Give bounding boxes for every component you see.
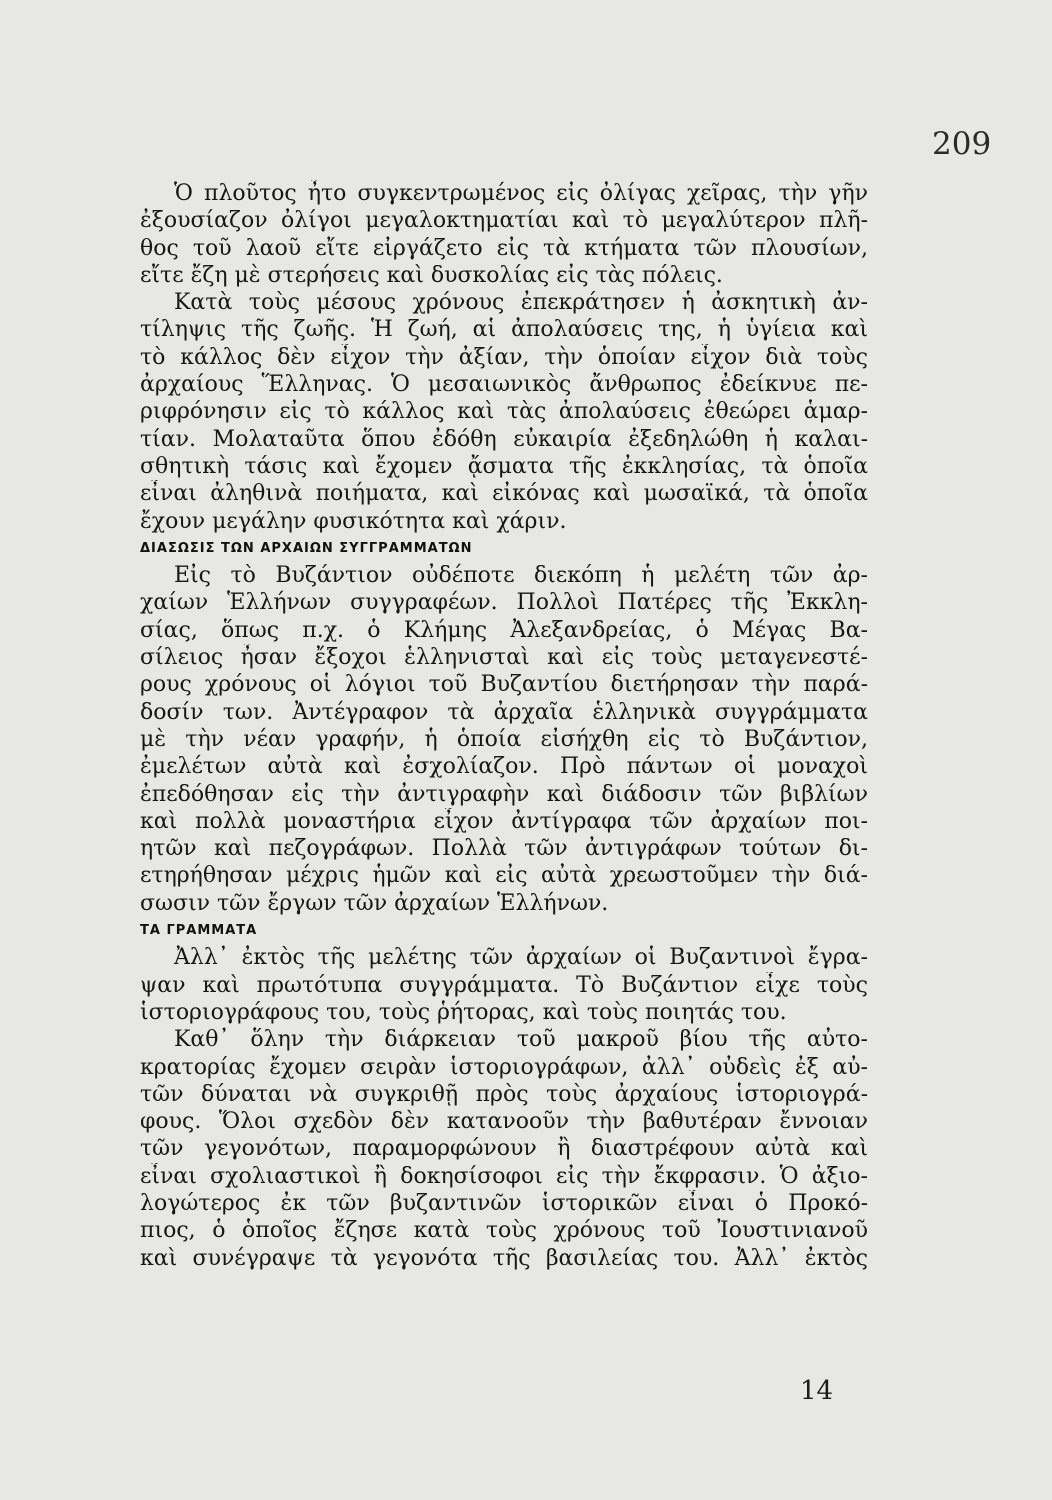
text-line: ριφρόνησιν εἰς τὸ κάλλος καὶ τὰς ἀπολαύσεις ἐθεώρει ἁμαρ- bbox=[140, 399, 868, 425]
paragraph-2 bbox=[140, 289, 868, 535]
body-text bbox=[140, 180, 868, 1272]
text-line: ψαν καὶ πρωτότυπα συγγράμματα. Τὸ Βυζάντιον εἶχε τοὺς bbox=[140, 972, 868, 998]
text-line: σίλειος ἦσαν ἔξοχοι ἑλληνισταὶ καὶ εἰς τοὺς μεταγενεστέ- bbox=[140, 645, 868, 671]
paragraph-3 bbox=[140, 562, 868, 917]
text-line: ἐμελέτων αὐτὰ καὶ ἐσχολίαζον. Πρὸ πάντων οἱ μοναχοὶ bbox=[140, 754, 868, 780]
text-line: ἀρχαίους Ἕλληνας. Ὁ μεσαιωνικὸς ἄνθρωπος ἐδείκνυε πε- bbox=[140, 372, 868, 398]
text-line: τῶν γεγονότων, παραμορφώνουν ἢ διαστρέφουν αὐτὰ καὶ bbox=[140, 1136, 868, 1162]
text-line: ἐξουσίαζον ὀλίγοι μεγαλοκτηματίαι καὶ τὸ μεγαλύτερον πλῆ- bbox=[140, 208, 868, 234]
text-line: Εἰς τὸ Βυζάντιον οὐδέποτε διεκόπη ἡ μελέτη τῶν ἀρ- bbox=[174, 563, 868, 589]
page-number: 209 bbox=[932, 126, 992, 162]
text-line: κρατορίας ἔχομεν σειρὰν ἱστοριογράφων, ἀλλ᾽ οὐδεὶς ἐξ αὐ- bbox=[140, 1054, 868, 1080]
text-line: σωσιν τῶν ἔργων τῶν ἀρχαίων Ἑλλήνων. bbox=[140, 890, 609, 916]
text-line: Ὁ πλοῦτος ἦτο συγκεντρωμένος εἰς ὀλίγας χεῖρας, τὴν γῆν bbox=[174, 181, 868, 206]
signature-number: 14 bbox=[800, 1376, 834, 1406]
paragraph-5 bbox=[140, 1026, 868, 1272]
text-line: ἔχουν μεγάλην φυσικότητα καὶ χάριν. bbox=[140, 508, 567, 534]
paragraph-1 bbox=[140, 180, 868, 289]
text-line: λογώτερος ἐκ τῶν βυζαντινῶν ἱστορικῶν εἶναι ὁ Προκό- bbox=[140, 1190, 868, 1216]
text-line: τῶν δύναται νὰ συγκριθῇ πρὸς τοὺς ἀρχαίους ἱστοριογρά- bbox=[140, 1081, 868, 1107]
text-line: ετηρήθησαν μέχρις ἡμῶν καὶ εἰς αὐτὰ χρεωστοῦμεν τὴν διά- bbox=[140, 863, 868, 889]
text-line: εἶναι ἀληθινὰ ποιήματα, καὶ εἰκόνας καὶ μωσαϊκά, τὰ ὁποῖα bbox=[140, 481, 868, 507]
text-line: ητῶν καὶ πεζογράφων. Πολλὰ τῶν ἀντιγράφων τούτων δι- bbox=[140, 836, 868, 862]
text-line: σθητικὴ τάσις καὶ ἔχομεν ᾄσματα τῆς ἐκκλησίας, τὰ ὁποῖα bbox=[140, 453, 868, 479]
text-line: τίαν. Μολαταῦτα ὅπου ἐδόθη εὐκαιρία ἐξεδηλώθη ἡ καλαι- bbox=[140, 426, 868, 452]
section-heading: ΤΑ ΓΡΑΜΜΑΤΑ bbox=[140, 923, 258, 939]
text-line: χαίων Ἑλλήνων συγγραφέων. Πολλοὶ Πατέρες τῆς Ἐκκλη- bbox=[140, 590, 868, 616]
text-line: Κατὰ τοὺς μέσους χρόνους ἐπεκράτησεν ἡ ἀσκητικὴ ἀν- bbox=[174, 290, 868, 316]
text-line: ἱστοριογράφους του, τοὺς ῥήτορας, καὶ τοὺς ποιητάς του. bbox=[140, 999, 787, 1025]
section-heading: ΔΙΑΣΩΣΙΣ ΤΩΝ ΑΡΧΑΙΩΝ ΣΥΓΓΡΑΜΜΑΤΩΝ bbox=[140, 540, 473, 556]
text-line: φους. Ὅλοι σχεδὸν δὲν κατανοοῦν τὴν βαθυτέραν ἔννοιαν bbox=[140, 1109, 868, 1135]
text-line: θος τοῦ λαοῦ εἴτε εἰργάζετο εἰς τὰ κτήματα τῶν πλουσίων, bbox=[140, 235, 868, 261]
text-line: Καθ᾽ ὅλην τὴν διάρκειαν τοῦ μακροῦ βίου τῆς αὐτο- bbox=[174, 1027, 868, 1053]
text-line: τίληψις τῆς ζωῆς. Ἡ ζωή, αἱ ἀπολαύσεις της, ἡ ὑγίεια καὶ bbox=[140, 317, 868, 343]
text-line: καὶ πολλὰ μοναστήρια εἶχον ἀντίγραφα τῶν ἀρχαίων ποι- bbox=[140, 808, 868, 834]
text-line: ἐπεδόθησαν εἰς τὴν ἀντιγραφὴν καὶ διάδοσιν τῶν βιβλίων bbox=[140, 781, 868, 807]
text-line: τὸ κάλλος δὲν εἶχον τὴν ἀξίαν, τὴν ὁποίαν εἶχον διὰ τοὺς bbox=[140, 344, 868, 370]
text-line: ρους χρόνους οἱ λόγιοι τοῦ Βυζαντίου διετήρησαν τὴν παρά- bbox=[140, 672, 868, 698]
text-line: Ἀλλ᾽ ἐκτὸς τῆς μελέτης τῶν ἀρχαίων οἱ Βυζαντινοὶ ἔγρα- bbox=[174, 945, 868, 971]
text-line: εἴτε ἔζη μὲ στερήσεις καὶ δυσκολίας εἰς τὰς πόλεις. bbox=[140, 262, 723, 288]
text-line: καὶ συνέγραψε τὰ γεγονότα τῆς βασιλείας του. Ἀλλ᾽ ἐκτὸς bbox=[140, 1245, 868, 1271]
text-line: μὲ τὴν νέαν γραφήν, ἡ ὁποία εἰσήχθη εἰς τὸ Βυζάντιον, bbox=[140, 726, 868, 752]
text-line: σίας, ὅπως π.χ. ὁ Κλήμης Ἀλεξανδρείας, ὁ Μέγας Βα- bbox=[140, 617, 868, 643]
text-line: εἶναι σχολιαστικοὶ ἢ δοκησίσοφοι εἰς τὴν ἔκφρασιν. Ὁ ἀξιο- bbox=[140, 1163, 868, 1189]
text-line: δοσίν των. Ἀντέγραφον τὰ ἀρχαῖα ἑλληνικὰ συγγράμματα bbox=[140, 699, 868, 725]
paragraph-4 bbox=[140, 944, 868, 1026]
text-line: πιος, ὁ ὁποῖος ἔζησε κατὰ τοὺς χρόνους τοῦ Ἰουστινιανοῦ bbox=[140, 1218, 868, 1244]
